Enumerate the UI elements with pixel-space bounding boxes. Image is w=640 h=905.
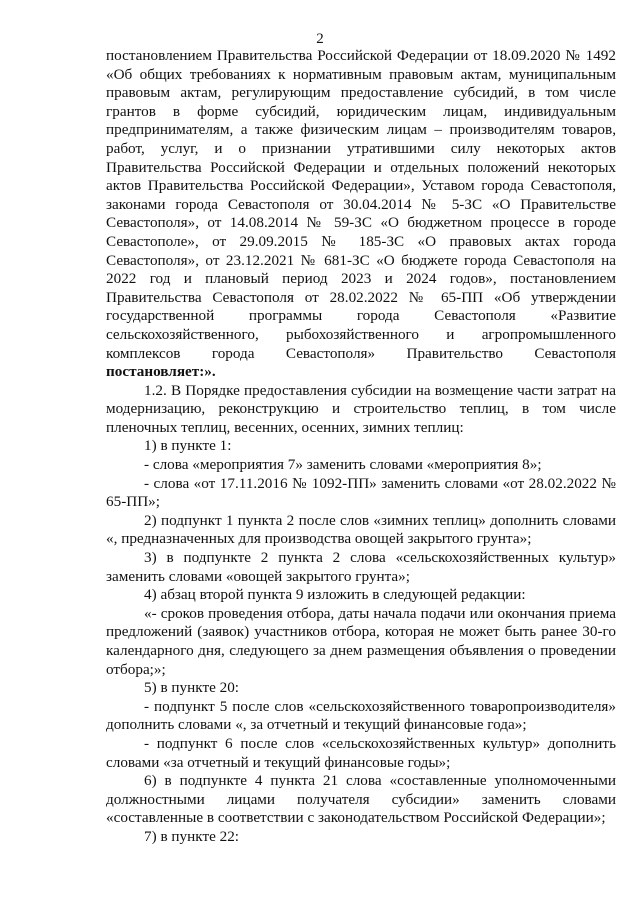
paragraph-item-5: 5) в пункте 20:	[144, 679, 240, 697]
paragraph-item-4-quote: «- сроков проведения отбора, даты начала подачи или окончания приема предложений (заявок) участников отбора, которая не может быть ранее 30-го календарного дня, следующего за днем размещения объявления о проведении отбора;»;	[106, 604, 616, 678]
page-number: 2	[316, 31, 324, 47]
paragraph-item-7: 7) в пункте 22:	[144, 827, 240, 845]
paragraph-item-5-dash-1: - подпункт 5 после слов «сельскохозяйственного товаропроизводителя» дополнить словами «, за отчетный и текущий финансовые года»;	[106, 697, 616, 734]
paragraph-preamble	[106, 47, 616, 382]
paragraph-1-2: 1.2. В Порядке предоставления субсидии на возмещение части затрат на модернизацию, реконструкцию и строительство теплиц, в том числе пленочных теплиц, весенних, осенних, зимних теплиц:	[106, 381, 616, 436]
paragraph-item-3: 3) в подпункте 2 пункта 2 слова «сельскохозяйственных культур» заменить словами «овощей закрытого грунта»;	[106, 549, 616, 585]
paragraph-item-1-dash-1: - слова «мероприятия 7» заменить словами «мероприятия 8»;	[144, 456, 542, 474]
paragraph-item-1-dash-2: - слова «от 17.11.2016 № 1092-ПП» заменить словами «от 28.02.2022 № 65-ПП»;	[106, 474, 616, 511]
paragraph-item-4: 4) абзац второй пункта 9 изложить в следующей редакции:	[144, 586, 526, 604]
paragraph-item-2: 2) подпункт 1 пункта 2 после слов «зимних теплиц» дополнить словами «, предназначенных для производства овощей закрытого грунта»;	[106, 511, 616, 548]
paragraph-item-5-dash-2: - подпункт 6 после слов «сельскохозяйственных культур» дополнить словами «за отчетный и текущий финансовые годы»;	[106, 734, 616, 771]
decree-keyword: постановляет:».	[106, 363, 216, 381]
paragraph-item-1: 1) в пункте 1:	[144, 437, 232, 455]
document-body	[106, 47, 616, 847]
preamble-text: постановлением Правительства Российской Федерации от 18.09.2020 № 1492 «Об общих требованиях к нормативным правовым актам, муниципальным правовым актам, регулирующим предоставление субсидий, в том числе грантов в форме субсидий, юридическим лицам, индивидуальным предпринимателям, а также физическим лицам – производителям товаров, работ, услуг, и о признании утратившими силу некоторых актов Правительства Российской Федерации и отдельных положений некоторых актов Правительства Российской Федерации», Уставом города Севастополя, законами города Севастополя от 30.04.2014 № 5-ЗС «О Правительстве Севастополя», от 14.08.2014 № 59-ЗС «О бюджетном процессе в городе Севастополе», от 29.09.2015 № 185-ЗС «О правовых актах города Севастополя», от 23.12.2021 № 681-ЗС «О бюджете города Севастополя на 2022 год и плановый период 2023 и 2024 годов», постановлением Правительства Севастополя от 28.02.2022 № 65-ПП «Об утверждении государственной программы города Севастополя «Развитие сельскохозяйственного, рыбохозяйственного и агропромышленного комплексов города Севастополя» Правительство Севастополя	[106, 47, 616, 362]
paragraph-item-6: 6) в подпункте 4 пункта 21 слова «составленные уполномоченными должностными лицами получателя субсидии» заменить словами «составленные в соответствии с законодательством Российской Федерации»;	[106, 772, 616, 827]
